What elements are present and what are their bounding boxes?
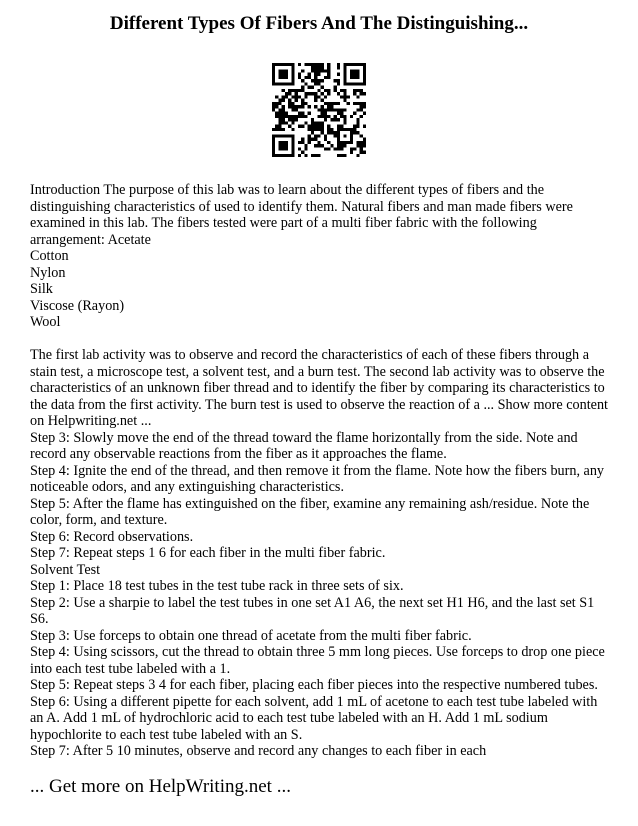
text-line: distinguishing characteristics of used to identify them. Natural fibers and man made fibers were: [30, 198, 573, 215]
text-line: color, form, and texture.: [30, 512, 168, 528]
text-line: Step 6: Using a different pipette for each solvent, add 1 mL of acetone to each test tube labeled with: [30, 693, 598, 710]
text-line: Viscose (Rayon): [30, 297, 125, 314]
text-line: Step 3: Use forceps to obtain one thread of acetate from the multi fiber fabric.: [30, 627, 472, 644]
text-line: characteristics of an unknown fiber thread and to identify the fiber by comparing its characteristics to: [30, 380, 605, 396]
text-line: Step 6: Record observations.: [30, 528, 194, 545]
text-line: an A. Add 1 mL of hydrochloric acid to each test tube labeled with an H. Add 1 mL sodium: [30, 710, 548, 726]
text-line: Solvent Test: [30, 561, 101, 578]
text-line: Cotton: [30, 248, 69, 264]
text-line: Silk: [30, 281, 53, 297]
text-line: record any observable reactions from the fiber as it approaches the flame.: [30, 446, 447, 462]
text-line: Step 4: Ignite the end of the thread, and then remove it from the flame. Note how the fibers burn, any: [30, 462, 605, 479]
intro-paragraph: [30, 182, 612, 331]
text-line: Step 4: Using scissors, cut the thread to obtain three 5 mm long pieces. Use forceps to drop one piece: [30, 644, 605, 660]
document-body: [30, 182, 612, 760]
text-line: Wool: [30, 314, 61, 330]
text-line: noticeable odors, and any extinguishing characteristics.: [30, 479, 344, 495]
text-line: examined in this lab. The fibers tested were part of a multi fiber fabric with the following: [30, 215, 537, 231]
get-more-link[interactable]: ... Get more on HelpWriting.net ...: [30, 776, 291, 797]
text-line: Step 1: Place 18 test tubes in the test tube rack in three sets of six.: [30, 578, 404, 594]
text-line: hypochlorite to each test tube labeled with an S.: [30, 726, 303, 743]
page-title: Different Types Of Fibers And The Distinguishing...: [109, 13, 529, 34]
text-line: Introduction The purpose of this lab was to learn about the different types of fibers and the: [30, 182, 545, 198]
text-line: Step 5: Repeat steps 3 4 for each fiber, placing each fiber pieces into the respective numbered tubes.: [30, 677, 598, 693]
qr-code-icon: [272, 63, 366, 157]
lab-procedure-text: [30, 347, 612, 760]
text-line: on Helpwriting.net ...: [30, 413, 152, 429]
text-line: Step 5: After the flame has extinguished on the fiber, examine any remaining ash/residue. Note the: [30, 495, 590, 512]
text-line: the data from the first activity. The burn test is used to observe the reaction of a ... Show more content: [30, 396, 608, 413]
text-line: The first lab activity was to observe and record the characteristics of each of these fibers through a: [30, 347, 589, 363]
text-line: Step 7: After 5 10 minutes, observe and record any changes to each fiber in each: [30, 743, 487, 759]
text-line: Step 7: Repeat steps 1 6 for each fiber in the multi fiber fabric.: [30, 545, 386, 561]
text-line: stain test, a microscope test, a solvent test, and a burn test. The second lab activity was to observe the: [30, 363, 605, 380]
text-line: Nylon: [30, 264, 66, 281]
paragraph-gap: [30, 331, 612, 348]
text-line: Step 2: Use a sharpie to label the test tubes in one set A1 A6, the next set H1 H6, and the last set S1: [30, 594, 595, 611]
text-line: Step 3: Slowly move the end of the thread toward the flame horizontally from the side. Note and: [30, 429, 578, 446]
text-line: into each test tube labeled with a 1.: [30, 660, 231, 677]
text-line: arrangement: Acetate: [30, 231, 151, 248]
text-line: S6.: [30, 611, 49, 627]
